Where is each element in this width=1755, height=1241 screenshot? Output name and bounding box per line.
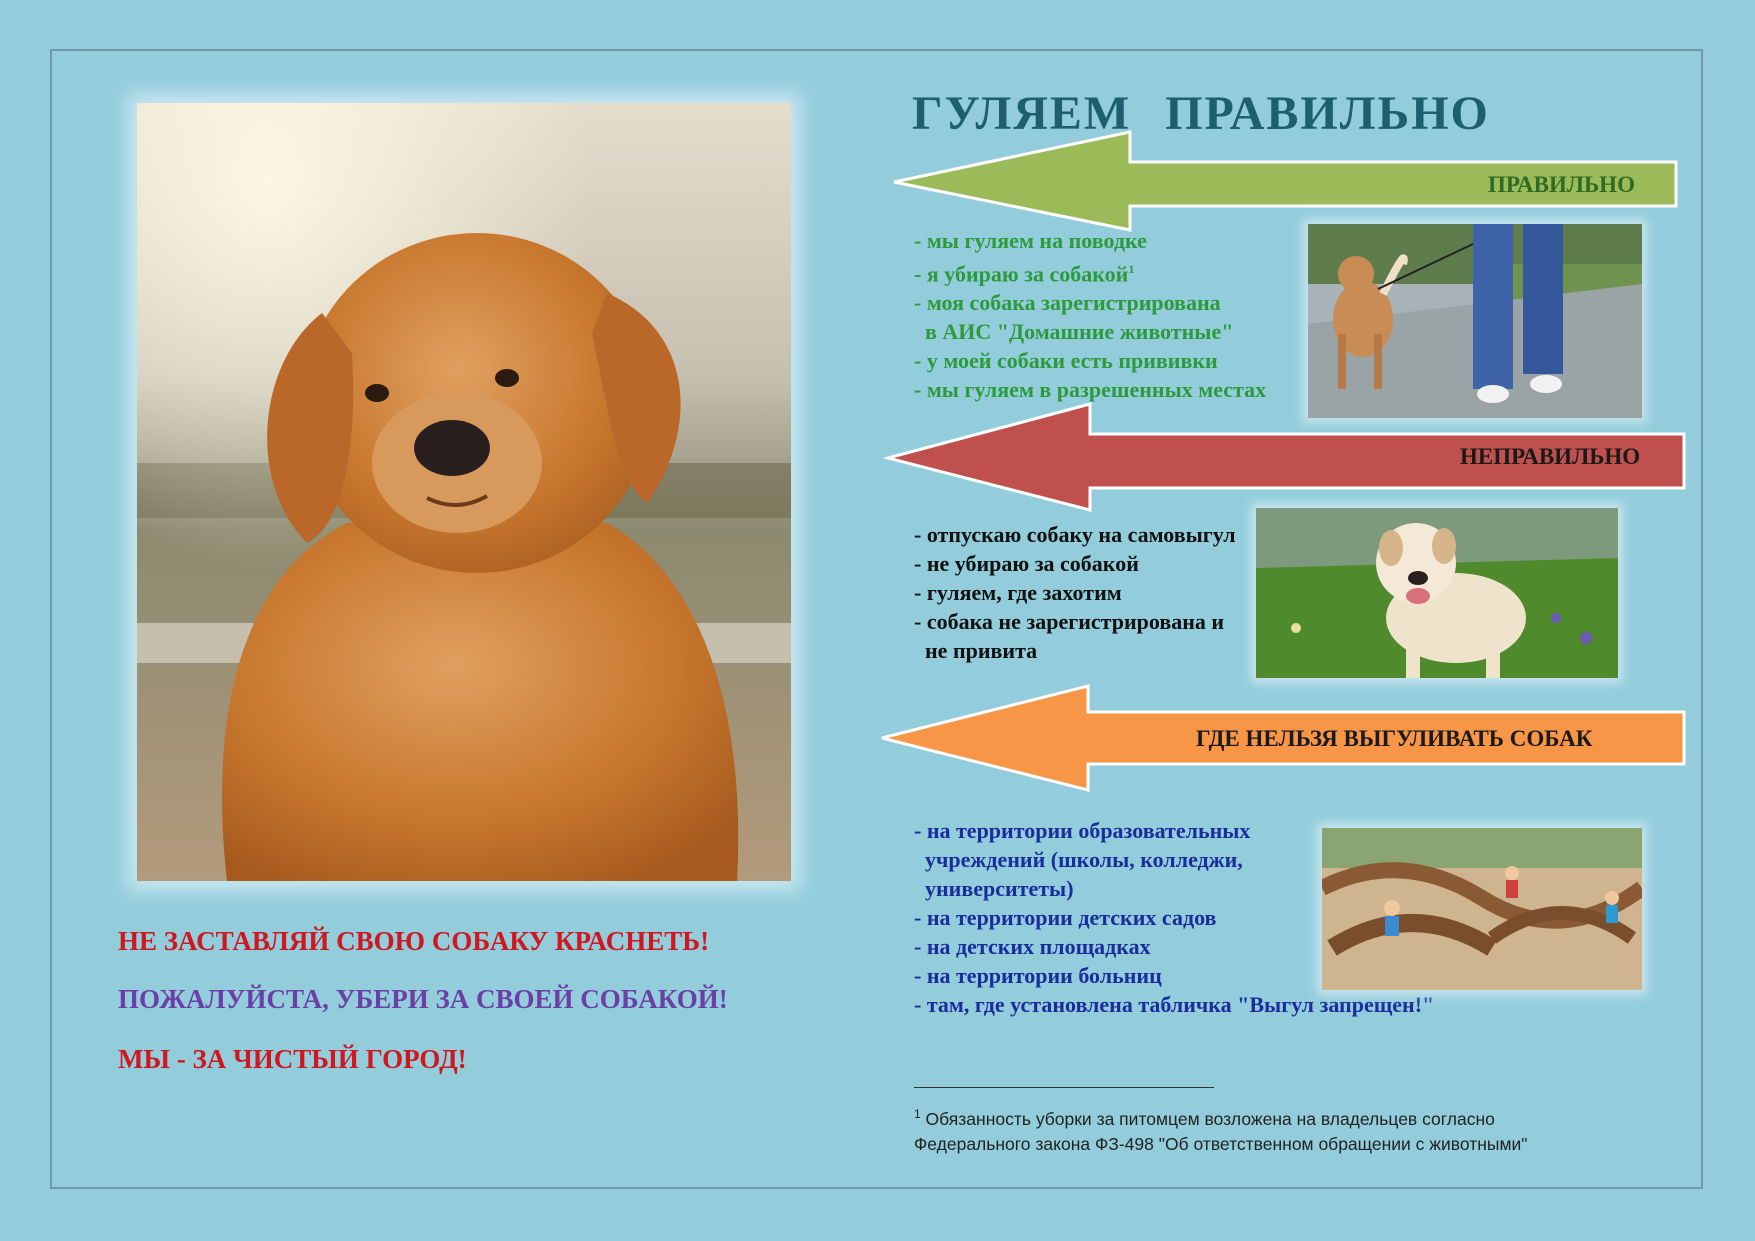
footnote: $^1$ Обязанность уборки за питомцем возложена на владельцев согласно Федерального закона ФЗ-498 "Об ответственном обращении с животными" [914, 1107, 1528, 1154]
slogan-purple: ПОЖАЛУЙСТА, УБЕРИ ЗА СВОЕЙ СОБАКОЙ! [118, 984, 728, 1014]
correct-list [914, 226, 1266, 404]
slogan-red-1: НЕ ЗАСТАВЛЯЙ СВОЮ СОБАКУ КРАСНЕТЬ! [118, 926, 710, 956]
list-item: - гуляем, где захотим [914, 580, 1122, 605]
incorrect-list [914, 520, 1236, 665]
footnote-rule [914, 1087, 1214, 1088]
golden-retriever-photo [137, 103, 791, 881]
list-item: - у моей собаки есть прививки [914, 348, 1218, 374]
list-item: - собака не зарегистрирована и [914, 609, 1225, 634]
list-item: в АИС "Домашние животные" [914, 319, 1234, 345]
list-item: - там, где установлена табличка "Выгул запрещен!" [914, 992, 1435, 1017]
slogan-red-2: МЫ - ЗА ЧИСТЫЙ ГОРОД! [118, 1044, 467, 1074]
list-item: - мы гуляем на поводке [914, 228, 1147, 253]
forbidden-label: ГДЕ НЕЛЬЗЯ ВЫГУЛИВАТЬ СОБАК [1196, 726, 1593, 751]
list-item: учреждений (школы, колледжи, [914, 847, 1243, 872]
list-item: - на территории детских садов [914, 905, 1217, 930]
list-item: - я убираю за собакой$^1$ [914, 261, 1135, 287]
list-item: - отпускаю собаку на самовыгул [914, 522, 1236, 547]
playground-photo [1322, 828, 1642, 990]
page-title: ГУЛЯЕМ ПРАВИЛЬНО [912, 87, 1490, 140]
white-dog-in-meadow-photo [1256, 508, 1618, 678]
incorrect-label: НЕПРАВИЛЬНО [1460, 444, 1641, 469]
list-item: - на детских площадках [914, 934, 1151, 959]
list-item: - на территории больниц [914, 963, 1162, 988]
list-item: не привита [914, 638, 1038, 663]
correct-label: ПРАВИЛЬНО [1488, 172, 1635, 197]
list-item: университеты) [914, 876, 1074, 901]
list-item: - моя собака зарегистрирована [914, 290, 1221, 316]
list-item: - не убираю за собакой [914, 551, 1139, 576]
list-item: - мы гуляем в разрешенных местах [914, 377, 1267, 403]
dog-on-leash-photo [1308, 224, 1642, 418]
list-item: - на территории образовательных [914, 818, 1251, 843]
